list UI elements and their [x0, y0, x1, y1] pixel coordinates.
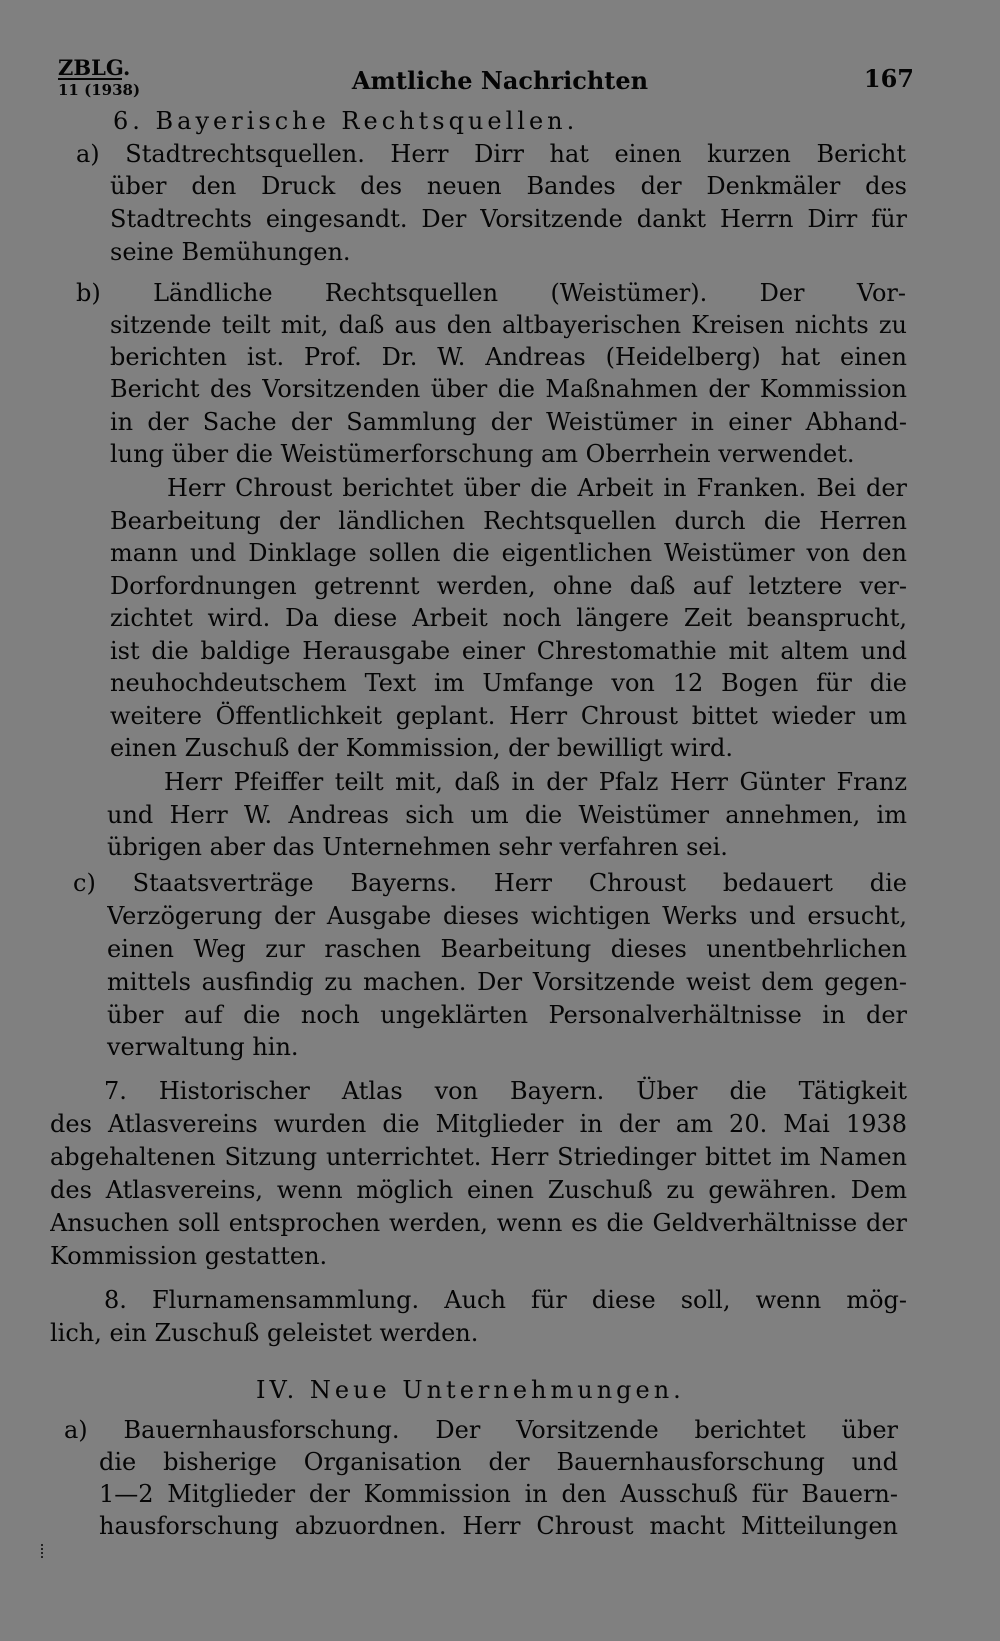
text-line: Bericht des Vorsitzenden über die Maßnahmen der Kommission: [110, 375, 907, 403]
text-line: b) Ländliche Rechtsquellen (Weistümer). Der Vor-: [76, 279, 906, 307]
text-line: neuhochdeutschem Text im Umfange von 12 Bogen für die: [110, 669, 907, 697]
text-line: über auf die noch ungeklärten Personalverhältnisse in der: [107, 1001, 907, 1029]
text-line: sitzende teilt mit, daß aus den altbayerischen Kreisen nichts zu: [110, 311, 907, 339]
text-line: einen Zuschuß der Kommission, der bewilligt wird.: [110, 734, 733, 762]
text-line: die bisherige Organisation der Bauernhausforschung und: [99, 1448, 898, 1476]
text-line: 8. Flurnamensammlung. Auch für diese soll, wenn mög-: [104, 1286, 907, 1314]
text-line: lich, ein Zuschuß geleistet werden.: [50, 1319, 479, 1347]
text-line: lung über die Weistümerforschung am Oberrhein verwendet.: [110, 440, 855, 468]
text-line: weitere Öffentlichkeit geplant. Herr Chroust bittet wieder um: [110, 702, 907, 730]
text-line: abgehaltenen Sitzung unterrichtet. Herr Striedinger bittet im Namen: [50, 1143, 907, 1171]
text-line: verwaltung hin.: [107, 1033, 299, 1061]
text-line: über den Druck des neuen Bandes der Denkmäler des: [110, 172, 907, 200]
text-line: Dorfordnungen getrennt werden, ohne daß auf letztere ver-: [110, 572, 907, 600]
text-line: Herr Pfeiffer teilt mit, daß in der Pfalz Herr Günter Franz: [164, 768, 907, 796]
text-line: in der Sache der Sammlung der Weistümer in einer Abhand-: [110, 408, 907, 436]
text-line: Herr Chroust berichtet über die Arbeit in Franken. Bei der: [167, 474, 907, 502]
margin-mark: [41, 1544, 49, 1558]
text-line: mann und Dinklage sollen die eigentlichen Weistümer von den: [110, 539, 907, 567]
text-line: einen Weg zur raschen Bearbeitung dieses unentbehrlichen: [107, 935, 907, 963]
text-line: Bearbeitung der ländlichen Rechtsquellen durch die Herren: [110, 507, 907, 535]
text-line: Ansuchen soll entsprochen werden, wenn es die Geldverhältnisse der: [50, 1209, 907, 1237]
text-line: mittels ausfindig zu machen. Der Vorsitzende weist dem gegen-: [107, 968, 907, 996]
text-line: 6. Bayerische Rechtsquellen.: [113, 107, 579, 135]
text-line: a) Stadtrechtsquellen. Herr Dirr hat einen kurzen Bericht: [76, 140, 906, 168]
text-line: IV. Neue Unternehmungen.: [256, 1376, 685, 1404]
text-line: 1—2 Mitglieder der Kommission in den Ausschuß für Bauern-: [99, 1480, 898, 1508]
text-line: hausforschung abzuordnen. Herr Chroust macht Mitteilungen: [99, 1512, 898, 1540]
page-number: 167: [863, 64, 914, 93]
text-line: ist die baldige Herausgabe einer Chrestomathie mit altem und: [110, 637, 907, 665]
text-line: berichten ist. Prof. Dr. W. Andreas (Heidelberg) hat einen: [110, 343, 907, 371]
running-title: Amtliche Nachrichten: [351, 66, 649, 95]
text-line: a) Bauernhausforschung. Der Vorsitzende berichtet über: [64, 1416, 898, 1444]
text-line: übrigen aber das Unternehmen sehr verfahren sei.: [107, 833, 728, 861]
text-line: zichtet wird. Da diese Arbeit noch längere Zeit beansprucht,: [110, 604, 907, 632]
text-line: Kommission gestatten.: [50, 1242, 328, 1270]
journal-abbreviation: ZBLG.: [58, 55, 131, 80]
text-line: Verzögerung der Ausgabe dieses wichtigen Werks und ersucht,: [107, 902, 907, 930]
text-line: 7. Historischer Atlas von Bayern. Über die Tätigkeit: [104, 1077, 907, 1105]
text-line: des Atlasvereins wurden die Mitglieder in der am 20. Mai 1938: [50, 1110, 907, 1138]
text-line: und Herr W. Andreas sich um die Weistümer annehmen, im: [107, 801, 907, 829]
text-line: c) Staatsverträge Bayerns. Herr Chroust bedauert die: [73, 869, 907, 897]
text-line: des Atlasvereins, wenn möglich einen Zuschuß zu gewähren. Dem: [50, 1176, 907, 1204]
journal-volume: 11 (1938): [58, 81, 141, 99]
text-line: Stadtrechts eingesandt. Der Vorsitzende dankt Herrn Dirr für: [110, 205, 907, 233]
text-line: seine Bemühungen.: [110, 238, 351, 266]
